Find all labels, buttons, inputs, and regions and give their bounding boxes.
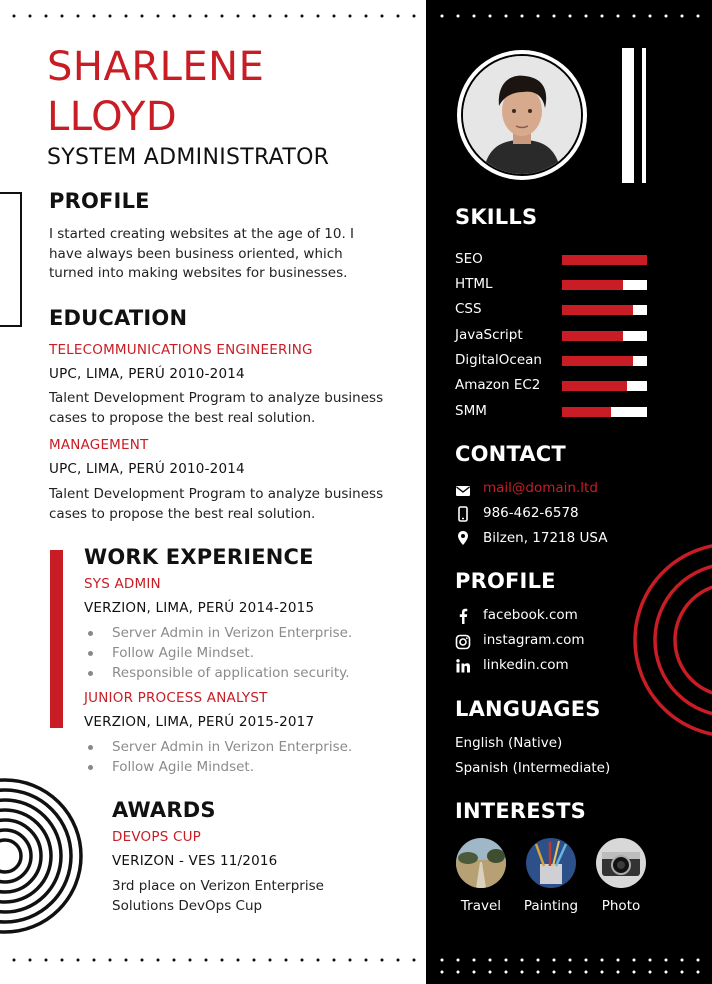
decorative-bar <box>642 48 646 183</box>
work-heading: WORK EXPERIENCE <box>84 545 314 569</box>
linkedin-icon <box>455 658 471 674</box>
dotted-border-top <box>6 14 426 18</box>
list-item: Follow Agile Mindset. <box>84 757 352 777</box>
dotted-border-bottom <box>6 958 426 962</box>
interest-label: Photo <box>601 898 641 914</box>
camera-icon <box>596 838 646 888</box>
skill-bar <box>562 280 647 290</box>
travel-icon <box>456 838 506 888</box>
social-linkedin[interactable]: linkedin.com <box>483 657 569 673</box>
skill-fill <box>562 381 627 391</box>
contact-email[interactable]: mail@domain.ltd <box>483 480 598 496</box>
instagram-icon <box>455 634 471 650</box>
decorative-concentric-circles <box>0 776 85 936</box>
avatar-photo <box>461 54 583 176</box>
dotted-border-bottom-2 <box>434 970 712 974</box>
education-degree: TELECOMMUNICATIONS ENGINEERING <box>49 342 313 358</box>
education-school: UPC, LIMA, PERÚ 2010-2014 <box>49 461 245 477</box>
mail-icon <box>455 483 471 499</box>
social-facebook[interactable]: facebook.com <box>483 607 578 623</box>
job-role: SYS ADMIN <box>84 576 161 592</box>
skill-bar <box>562 356 647 366</box>
award-desc: 3rd place on Verizon Enterprise Solutions DevOps Cup <box>112 878 324 914</box>
skill-fill <box>562 356 633 366</box>
skill-label: SEO <box>455 251 483 267</box>
candidate-name: SHARLENE LLOYD <box>47 44 265 140</box>
list-item: Follow Agile Mindset. <box>84 643 352 663</box>
skill-fill <box>562 305 633 315</box>
education-degree: MANAGEMENT <box>49 437 149 453</box>
skill-label: SMM <box>455 403 487 419</box>
profile-heading: PROFILE <box>49 189 150 213</box>
painting-icon <box>526 838 576 888</box>
skill-bar <box>562 305 647 315</box>
decorative-red-rings <box>631 540 712 740</box>
list-item: Server Admin in Verizon Enterprise. <box>84 623 352 643</box>
award-name: DEVOPS CUP <box>112 829 201 845</box>
skill-label: Amazon EC2 <box>455 377 541 393</box>
skills-heading: SKILLS <box>455 205 538 229</box>
skill-fill <box>562 255 647 265</box>
skill-label: HTML <box>455 276 493 292</box>
decorative-bar <box>622 48 634 183</box>
contact-address: Bilzen, 17218 USA <box>483 530 608 546</box>
languages-heading: LANGUAGES <box>455 697 601 721</box>
list-item: Responsible of application security. <box>84 663 352 683</box>
skill-label: DigitalOcean <box>455 352 542 368</box>
decorative-bracket <box>0 192 22 327</box>
contact-heading: CONTACT <box>455 442 566 466</box>
interest-label: Travel <box>460 898 502 914</box>
job-org: VERZION, LIMA, PERÚ 2015-2017 <box>84 714 315 730</box>
skill-label: JavaScript <box>455 327 523 343</box>
dotted-border-bottom <box>434 958 712 962</box>
skill-fill <box>562 331 623 341</box>
awards-heading: AWARDS <box>112 798 216 822</box>
phone-icon <box>455 506 471 522</box>
education-desc: Talent Development Program to analyze business cases to propose the best real solution. <box>49 486 384 522</box>
facebook-icon <box>455 608 471 624</box>
job-bullets <box>84 737 352 777</box>
language-item: Spanish (Intermediate) <box>455 760 611 776</box>
social-instagram[interactable]: instagram.com <box>483 632 585 648</box>
right-column <box>426 0 712 984</box>
list-item: Server Admin in Verizon Enterprise. <box>84 737 352 757</box>
interests-heading: INTERESTS <box>455 799 586 823</box>
skill-bar <box>562 255 647 265</box>
interest-label: Painting <box>523 898 579 914</box>
job-bullets <box>84 623 352 683</box>
language-item: English (Native) <box>455 735 563 751</box>
skill-bar <box>562 407 647 417</box>
education-school: UPC, LIMA, PERÚ 2010-2014 <box>49 366 245 382</box>
education-heading: EDUCATION <box>49 306 188 330</box>
skill-fill <box>562 280 623 290</box>
dotted-border-top <box>434 14 712 18</box>
social-heading: PROFILE <box>455 569 556 593</box>
work-accent-bar <box>50 550 63 728</box>
award-org: VERIZON - VES 11/2016 <box>112 853 278 869</box>
skill-bar <box>562 331 647 341</box>
skill-bar <box>562 381 647 391</box>
job-title: SYSTEM ADMINISTRATOR <box>47 145 330 170</box>
avatar <box>457 50 587 180</box>
skill-fill <box>562 407 611 417</box>
skill-label: CSS <box>455 301 482 317</box>
contact-phone: 986-462-6578 <box>483 505 579 521</box>
job-org: VERZION, LIMA, PERÚ 2014-2015 <box>84 600 315 616</box>
job-role: JUNIOR PROCESS ANALYST <box>84 690 268 706</box>
profile-text: I started creating websites at the age of 10. I have always been business oriented, which turned into making websites for businesses. <box>49 226 355 281</box>
education-desc: Talent Development Program to analyze business cases to propose the best real solution. <box>49 390 384 426</box>
location-pin-icon <box>455 530 471 546</box>
